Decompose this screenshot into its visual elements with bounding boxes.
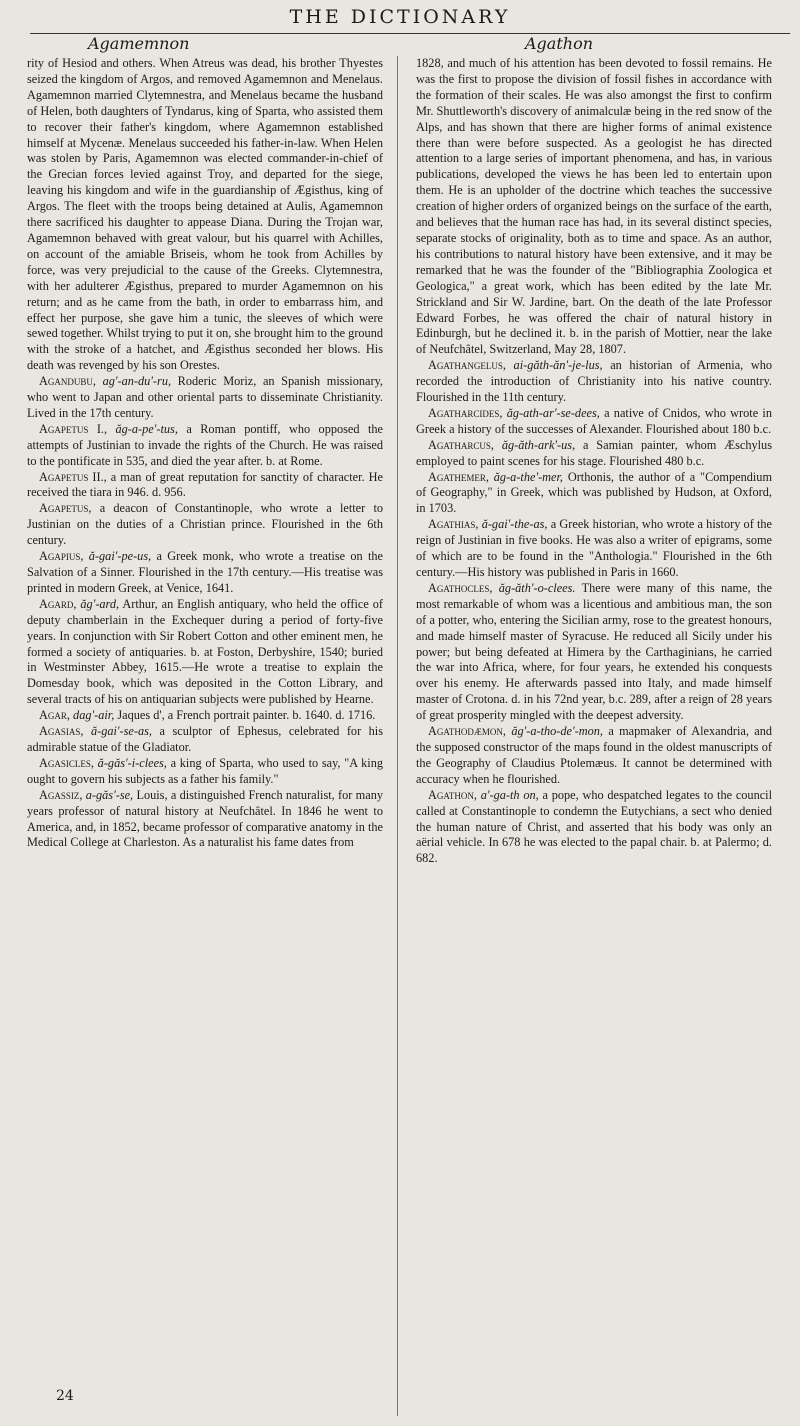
entry-headword: Agassiz, (39, 787, 83, 802)
entry-text: rity of Hesiod and others. When Atreus was dead, his brother Thyestes seized the kingdom of Argos, and removed Agamemnon and Menelaus. Agamemnon married Clytemnestra, and Menelaus became the husband of Helen, both daughters of Tyndarus, king of Sparta, who assisted them to recover their father's kingdom, where Agamemnon established himself at Mycenæ. Menelaus succeeded his father-in-law. When Helen was stolen by Paris, Agamemnon was elected commander-in-chief of the Grecian forces levied against Troy, and departed for the siege, leaving his kingdom and wife in the guardianship of Ægisthus, king of Argos. The fleet with the troops being detained at Aulis, Agamemnon there sacrificed his daughter to appease Diana. During the Trojan war, Agamemnon behaved with great valour, but his quarrel with Achilles, on account of the amiable Briseis, whom he took from Achilles by force, was very prejudicial to the cause of the Greeks. Clytemnestra, with her adulterer Ægisthus, prepared to murder Agamemnon on his return; and as he came from the bath, in order to embarrass him, and effect her purpose, she gave him a tunic, the sleeves of which were sewed together. Whilst trying to put it on, she brought him to the ground with the stroke of a hatchet, and Ægisthus seconded her blows. His death was revenged by his son Orestes. (27, 56, 383, 373)
entry-text: a Greek monk, who wrote a treatise on the Salvation of a Sinner. Flourished in the 17th century.—His treatise was printed in modern Greek, at Venice, 1641. (27, 549, 383, 595)
running-head-left: Agamemnon (88, 34, 190, 53)
entry-headword: Agapetus I., (39, 421, 108, 436)
entry-pronunciation: ăg-ăth-ark'-us, (501, 437, 576, 452)
column-divider (397, 56, 398, 1416)
dictionary-entry (27, 549, 383, 597)
entry-headword: Agapetus, (39, 501, 92, 516)
dictionary-entry (27, 597, 383, 708)
entry-pronunciation: dag'-air, (73, 708, 115, 723)
running-head-right: Agathon (525, 34, 594, 53)
entry-text: a Samian painter, whom Æschylus employed to paint scenes for his stage. Flourished 480 b.c. (416, 437, 772, 468)
dictionary-entry (416, 406, 772, 438)
right-column (416, 56, 772, 1416)
page-number: 24 (56, 1388, 74, 1404)
entry-pronunciation: ăg-a-the'-mer, (493, 469, 563, 484)
entry-text: a Roman pontiff, who opposed the attempts of Justinian to invade the rights of the Church. He was raised to the pontificate in 535, and died the year after. b. at Rome. (27, 421, 383, 468)
page-title: THE DICTIONARY (289, 6, 511, 28)
dictionary-entry (27, 708, 383, 724)
entry-headword: Agasicles, (39, 755, 94, 770)
entry-pronunciation: ag'-an-du'-ru, (102, 374, 172, 389)
entry-pronunciation: ăg'-ard, (80, 596, 120, 611)
dictionary-entry (416, 56, 772, 358)
entry-text: a sculptor of Ephesus, celebrated for his admirable statue of the Gladiator. (27, 724, 383, 754)
entry-text: There were many of this name, the most remarkable of whom was a licentious and ambitious man, the son of a potter, who, entering the Sicilian army, rose to the greatest honours, and made himself master of Syracuse. He reduced all Sicily under his power; but being defeated at Himera by the Carthaginians, he carried the war into Africa, where, for four years, he extended his conquests over his enemy. He afterwards passed into Italy, and made himself master of Crotona. d. in his 72nd year, b.c. 289, after a reign of 28 years of great prosperity mingled with the deepest adversity. (416, 580, 772, 723)
entry-headword: Agapius, (39, 549, 84, 564)
entry-pronunciation: ă-gai'-the-as, (481, 517, 548, 532)
entry-headword: Agar, (39, 708, 70, 723)
entry-text: Louis, a distinguished French naturalist, for many years professor of natural history at Neufchâtel. In 1846 he went to America, and, in 1852, became professor of comparative anatomy in the Medical College at Charleston. As a naturalist his fame dates from (27, 787, 383, 850)
entry-pronunciation: ă-gai'-se-as, (90, 724, 152, 739)
entry-text: a deacon of Constantinople, who wrote a letter to Justinian on the duties of a Christian prince. Flourished in the 6th century. (27, 501, 383, 548)
entry-headword: Agatharcides, (428, 405, 503, 420)
dictionary-entry (416, 358, 772, 406)
entry-pronunciation: ăg'-a-tho-de'-mon, (511, 724, 603, 739)
entry-headword: Agathocles, (428, 580, 493, 595)
entry-text: a mapmaker of Alexandria, and the supposed constructor of the maps found in the oldest manuscripts of the Geography of Claudius Ptolemæus. It cannot be determined with accuracy when he flourished. (416, 724, 772, 786)
entry-pronunciation: ăg-ăth'-o-clees. (498, 580, 576, 595)
dictionary-entry (416, 438, 772, 470)
entry-headword: Agandubu, (39, 374, 96, 389)
entry-text: a king of Sparta, who used to say, "A king ought to govern his subjects as a father his family." (27, 755, 383, 786)
entry-headword: Agathodæmon, (428, 724, 506, 739)
entry-headword: Agathangelus, (428, 358, 506, 373)
entry-headword: Agard, (39, 596, 77, 611)
entry-pronunciation: a-găs'-se, (85, 787, 134, 802)
entry-pronunciation: a'-ga-th on, (480, 787, 539, 802)
entry-text: a man of great reputation for sanctity of character. He received the tiara in 946. d. 956. (27, 469, 383, 500)
dictionary-entry (27, 788, 383, 852)
entry-headword: Agathon, (428, 787, 477, 802)
entry-headword: Agathias, (428, 517, 479, 532)
dictionary-entry (27, 724, 383, 756)
entry-text: 1828, and much of his attention has been devoted to fossil remains. He was the first to propose the division of fossil fishes in accordance with the formation of their scales. He was also amongst the first to confirm Mr. Shuttleworth's discovery of animalculæ being in the red snow of the Alps, and has shown that there are higher forms of animal existence there than were before suspected. As a geologist he has directed attention to a large series of important phenomena, and has, in various publications, developed the views he has been led to entertain upon them. He is an upholder of the doctrine which teaches the successive creation of higher orders of organized beings on the surface of the earth, and believes that the human race has had, in its several distinct species, separate stocks of originality, both as to time and space. As an author, his contributions to natural history have been extensive, and it may be remarked that he was the founder of the "Bibliographia Zoologica et Geologica," a great work, which has been edited by the late Mr. Strickland and Sir W. Jardine, bart. On the death of the late Professor Edward Forbes, he was offered the chair of natural history in Edinburgh, but he declined it. b. in the parish of Mottier, near the lake of Neufchâtel, Switzerland, May 28, 1807. (416, 56, 772, 357)
dictionary-entry (27, 56, 383, 374)
dictionary-entry (416, 470, 772, 518)
entry-text: Roderic Moriz, an Spanish missionary, who went to Japan and other oriental parts to disseminate Christianity. Lived in the 17th century. (27, 374, 383, 420)
entry-pronunciation: ai-găth-ăn'-je-lus, (513, 358, 603, 373)
dictionary-entry (27, 756, 383, 788)
entry-text: a Greek historian, who wrote a history of the reign of Justinian in five books. He was also a writer of epigrams, some of which are to be found in the "Anthologia." Flourished in the 6th century.—His history was published in Paris in 1660. (416, 517, 772, 579)
entry-text: Orthonis, the author of a "Compendium of Geography," in Greek, which was published by Hudson, at Oxford, in 1703. (416, 469, 772, 516)
entry-text: a native of Cnidos, who wrote in Greek a history of the successes of Alexander. Flourished about 180 b.c. (416, 405, 772, 436)
left-column (27, 56, 383, 1416)
entry-pronunciation: ăg-a-pe'-tus, (115, 421, 178, 436)
dictionary-entry (416, 724, 772, 788)
entry-headword: Agapetus II., (39, 469, 107, 484)
dictionary-entry (27, 374, 383, 422)
entry-headword: Agasias, (39, 724, 84, 739)
dictionary-entry (416, 788, 772, 868)
dictionary-entry (416, 581, 772, 724)
entry-headword: Agatharcus, (428, 437, 494, 452)
dictionary-entry (27, 422, 383, 470)
entry-pronunciation: ă-gai'-pe-us, (88, 549, 152, 564)
entry-text: Jaques d', a French portrait painter. b. 1640. d. 1716. (117, 708, 376, 723)
entry-headword: Agathemer, (428, 469, 489, 484)
dictionary-entry (416, 517, 772, 581)
dictionary-entry (27, 501, 383, 549)
entry-text: an historian of Armenia, who recorded the introduction of Christianity into his native country. Flourished in the 11th century. (416, 358, 772, 405)
entry-pronunciation: ăg-ath-ar'-se-dees, (506, 405, 600, 420)
dictionary-entry (27, 470, 383, 502)
entry-text: Arthur, an English antiquary, who held the office of deputy chamberlain in the Exchequer during a period of forty-five years. In conjunction with Sir Robert Cotton and other eminent men, he formed a society of antiquaries. b. at Foston, Derbyshire, 1540; buried in Westminster Abbey, 1615.—He wrote a treatise to explain the Domesday book, which was deposited in the Cotton Library, and several tracts of his on antiquarian subjects were published by Hearne. (27, 596, 383, 707)
entry-text: a pope, who despatched legates to the council called at Constantinople to condemn the Eutychians, a sect who denied the human nature of Christ, and asserted that his body was only an aërial vehicle. In 678 he was elected to the papal chair. b. at Palermo; d. 682. (416, 787, 772, 866)
entry-pronunciation: ă-găs'-i-clees, (97, 755, 167, 770)
